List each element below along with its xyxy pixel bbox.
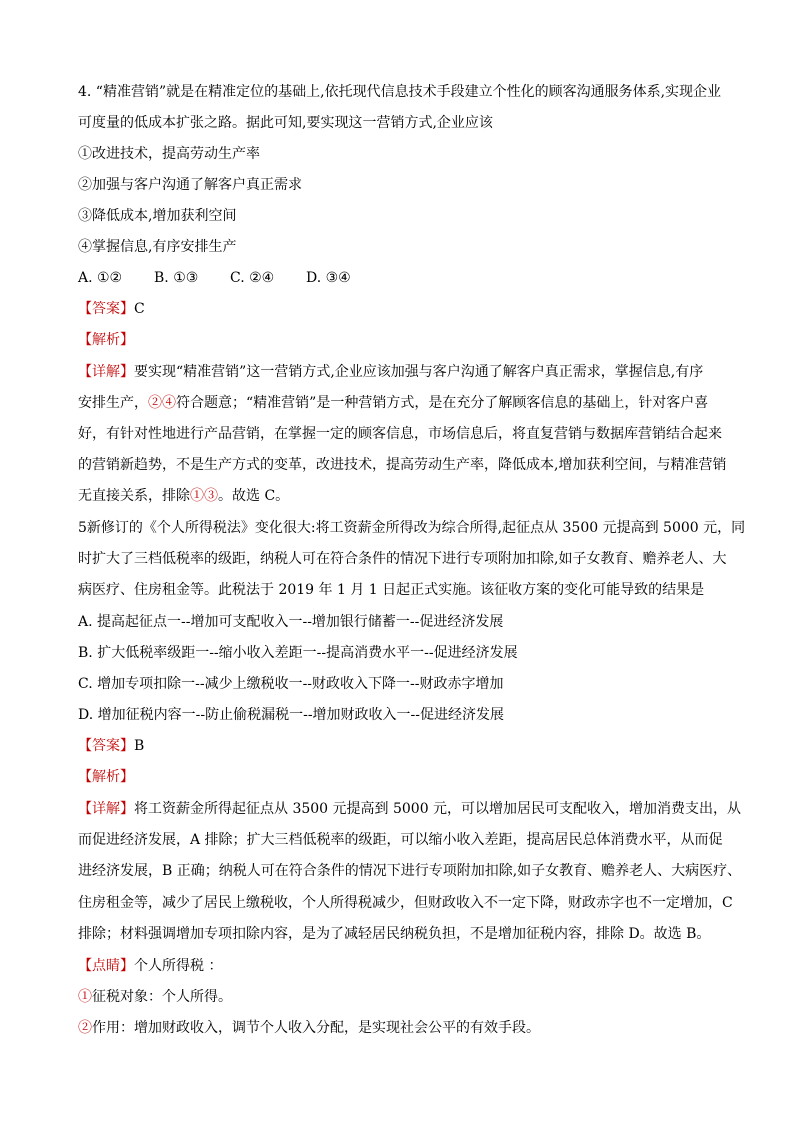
q5-point-marker-2: ② <box>78 1020 92 1036</box>
detail-tag: 【详解】 <box>78 801 134 817</box>
q5-detail-line-3: 进经济发展，B 正确；纳税人可在符合条件的情况下进行专项附加扣除,如子女教育、赡养老人、大病医疗、 <box>78 863 742 879</box>
q5-detail-text-1: 将工资薪金所得起征点从 3500 元提高到 5000 元，可以增加居民可支配收入，增加消费支出，从 <box>134 801 742 817</box>
q5-option-d: D. 增加征税内容一--防止偷税漏税一--增加财政收入一--促进经济发展 <box>78 707 505 723</box>
q4-detail-text-5c: 。故选 C。 <box>218 488 290 504</box>
q4-detail-text-2c: 符合题意；“精准营销”是一种营销方式，是在充分了解顾客信息的基础上，针对客户喜 <box>176 395 709 411</box>
q5-answer <box>78 736 144 756</box>
q4-choice-c: C. ②④ <box>230 270 275 286</box>
q4-answer-value: C <box>134 301 145 317</box>
q5-stem-line-1: 5新修订的《个人所得税法》变化很大:将工资薪金所得改为综合所得,起征点从 3500 元提高到 5000 元，同 <box>78 520 746 536</box>
q4-option-1: ①改进技术，提高劳动生产率 <box>78 146 260 162</box>
q4-detail-highlight-2: ①③ <box>190 488 218 504</box>
q4-choice-a: A. ①② <box>78 270 123 286</box>
q4-choice-b: B. ①③ <box>154 270 199 286</box>
point-tag: 【点睛】 <box>78 958 134 974</box>
q4-detail-text-5a: 无直接关系，排除 <box>78 488 190 504</box>
q5-point-line-2 <box>78 1018 540 1038</box>
q5-point-line-1 <box>78 987 232 1007</box>
q4-detail-text-2a: 安排生产， <box>78 395 148 411</box>
q4-option-3: ③降低成本,增加获利空间 <box>78 208 237 224</box>
q5-stem-line-3: 病医疗、住房租金等。此税法于 2019 年 1 月 1 日起正式实施。该征收方案的变化可能导致的结果是 <box>78 582 705 598</box>
analysis-tag: 【解析】 <box>78 769 134 785</box>
q5-point-heading <box>78 956 222 976</box>
detail-tag: 【详解】 <box>78 364 134 380</box>
q5-detail-line-4: 住房租金等，减少了居民上缴税收，个人所得税减少，但财政收入不一定下降，财政赤字也不一定增加，C <box>78 895 733 911</box>
q4-detail-line-3: 好，有针对性地进行产品营销，在掌握一定的顾客信息，市场信息后，将直复营销与数据库营销结合起来 <box>78 426 722 442</box>
q5-detail-line-5: 排除；材料强调增加专项扣除内容，是为了减轻居民纳税负担，不是增加征税内容，排除 D。故选 B。 <box>78 926 711 942</box>
q5-point-title: 个人所得税 ： <box>134 958 223 974</box>
q5-stem-line-2: 时扩大了三档低税率的级距，纳税人可在符合条件的情况下进行专项附加扣除,如子女教育、赡养老人、大 <box>78 551 727 567</box>
q4-detail-line-5 <box>78 486 289 506</box>
q4-choice-d: D. ③④ <box>306 270 351 286</box>
answer-tag: 【答案】 <box>78 301 134 317</box>
q4-detail-text-1: 要实现“精准营销”这一营销方式,企业应该加强与客户沟通了解客户真正需求，掌握信息,有序 <box>134 364 704 380</box>
q5-analysis-heading <box>78 767 134 787</box>
q5-detail-line-1 <box>78 799 741 819</box>
q4-detail-line-2 <box>78 393 708 413</box>
answer-tag: 【答案】 <box>78 738 134 754</box>
q4-option-4: ④掌握信息,有序安排生产 <box>78 239 237 255</box>
q4-choices <box>78 268 351 288</box>
q4-analysis-heading <box>78 330 134 350</box>
q4-detail-line-4: 的营销新趋势，不是生产方式的变革，改进技术，提高劳动生产率，降低成本,增加获利空间，与精准营销 <box>78 457 727 473</box>
q5-detail-line-2: 而促进经济发展，A 排除；扩大三档低税率的级距，可以缩小收入差距，提高居民总体消费水平，从而促 <box>78 832 723 848</box>
q4-option-2: ②加强与客户沟通了解客户真正需求 <box>78 177 302 193</box>
q4-answer <box>78 299 145 319</box>
q5-answer-value: B <box>134 738 145 754</box>
q5-point-text-2: 作用：增加财政收入，调节个人收入分配，是实现社会公平的有效手段。 <box>92 1020 540 1036</box>
q4-detail-highlight-1: ②④ <box>148 395 176 411</box>
q4-stem-line-1: 4. “精准营销”就是在精准定位的基础上,依托现代信息技术手段建立个性化的顾客沟通服务体系,实现企业 <box>78 84 722 100</box>
q5-option-c: C. 增加专项扣除一--减少上缴税收一--财政收入下降一--财政赤字增加 <box>78 676 504 692</box>
q5-option-a: A. 提高起征点一--增加可支配收入一--增加银行储蓄一--促进经济发展 <box>78 614 504 630</box>
q5-point-text-1: 征税对象：个人所得。 <box>92 989 232 1005</box>
q5-point-marker-1: ① <box>78 989 92 1005</box>
analysis-tag: 【解析】 <box>78 332 134 348</box>
q4-detail-line-1 <box>78 362 703 382</box>
q4-stem-line-2: 可度量的低成本扩张之路。据此可知,要实现这一营销方式,企业应该 <box>78 115 493 131</box>
q5-option-b: B. 扩大低税率级距一--缩小收入差距一--提高消费水平一--促进经济发展 <box>78 645 518 661</box>
